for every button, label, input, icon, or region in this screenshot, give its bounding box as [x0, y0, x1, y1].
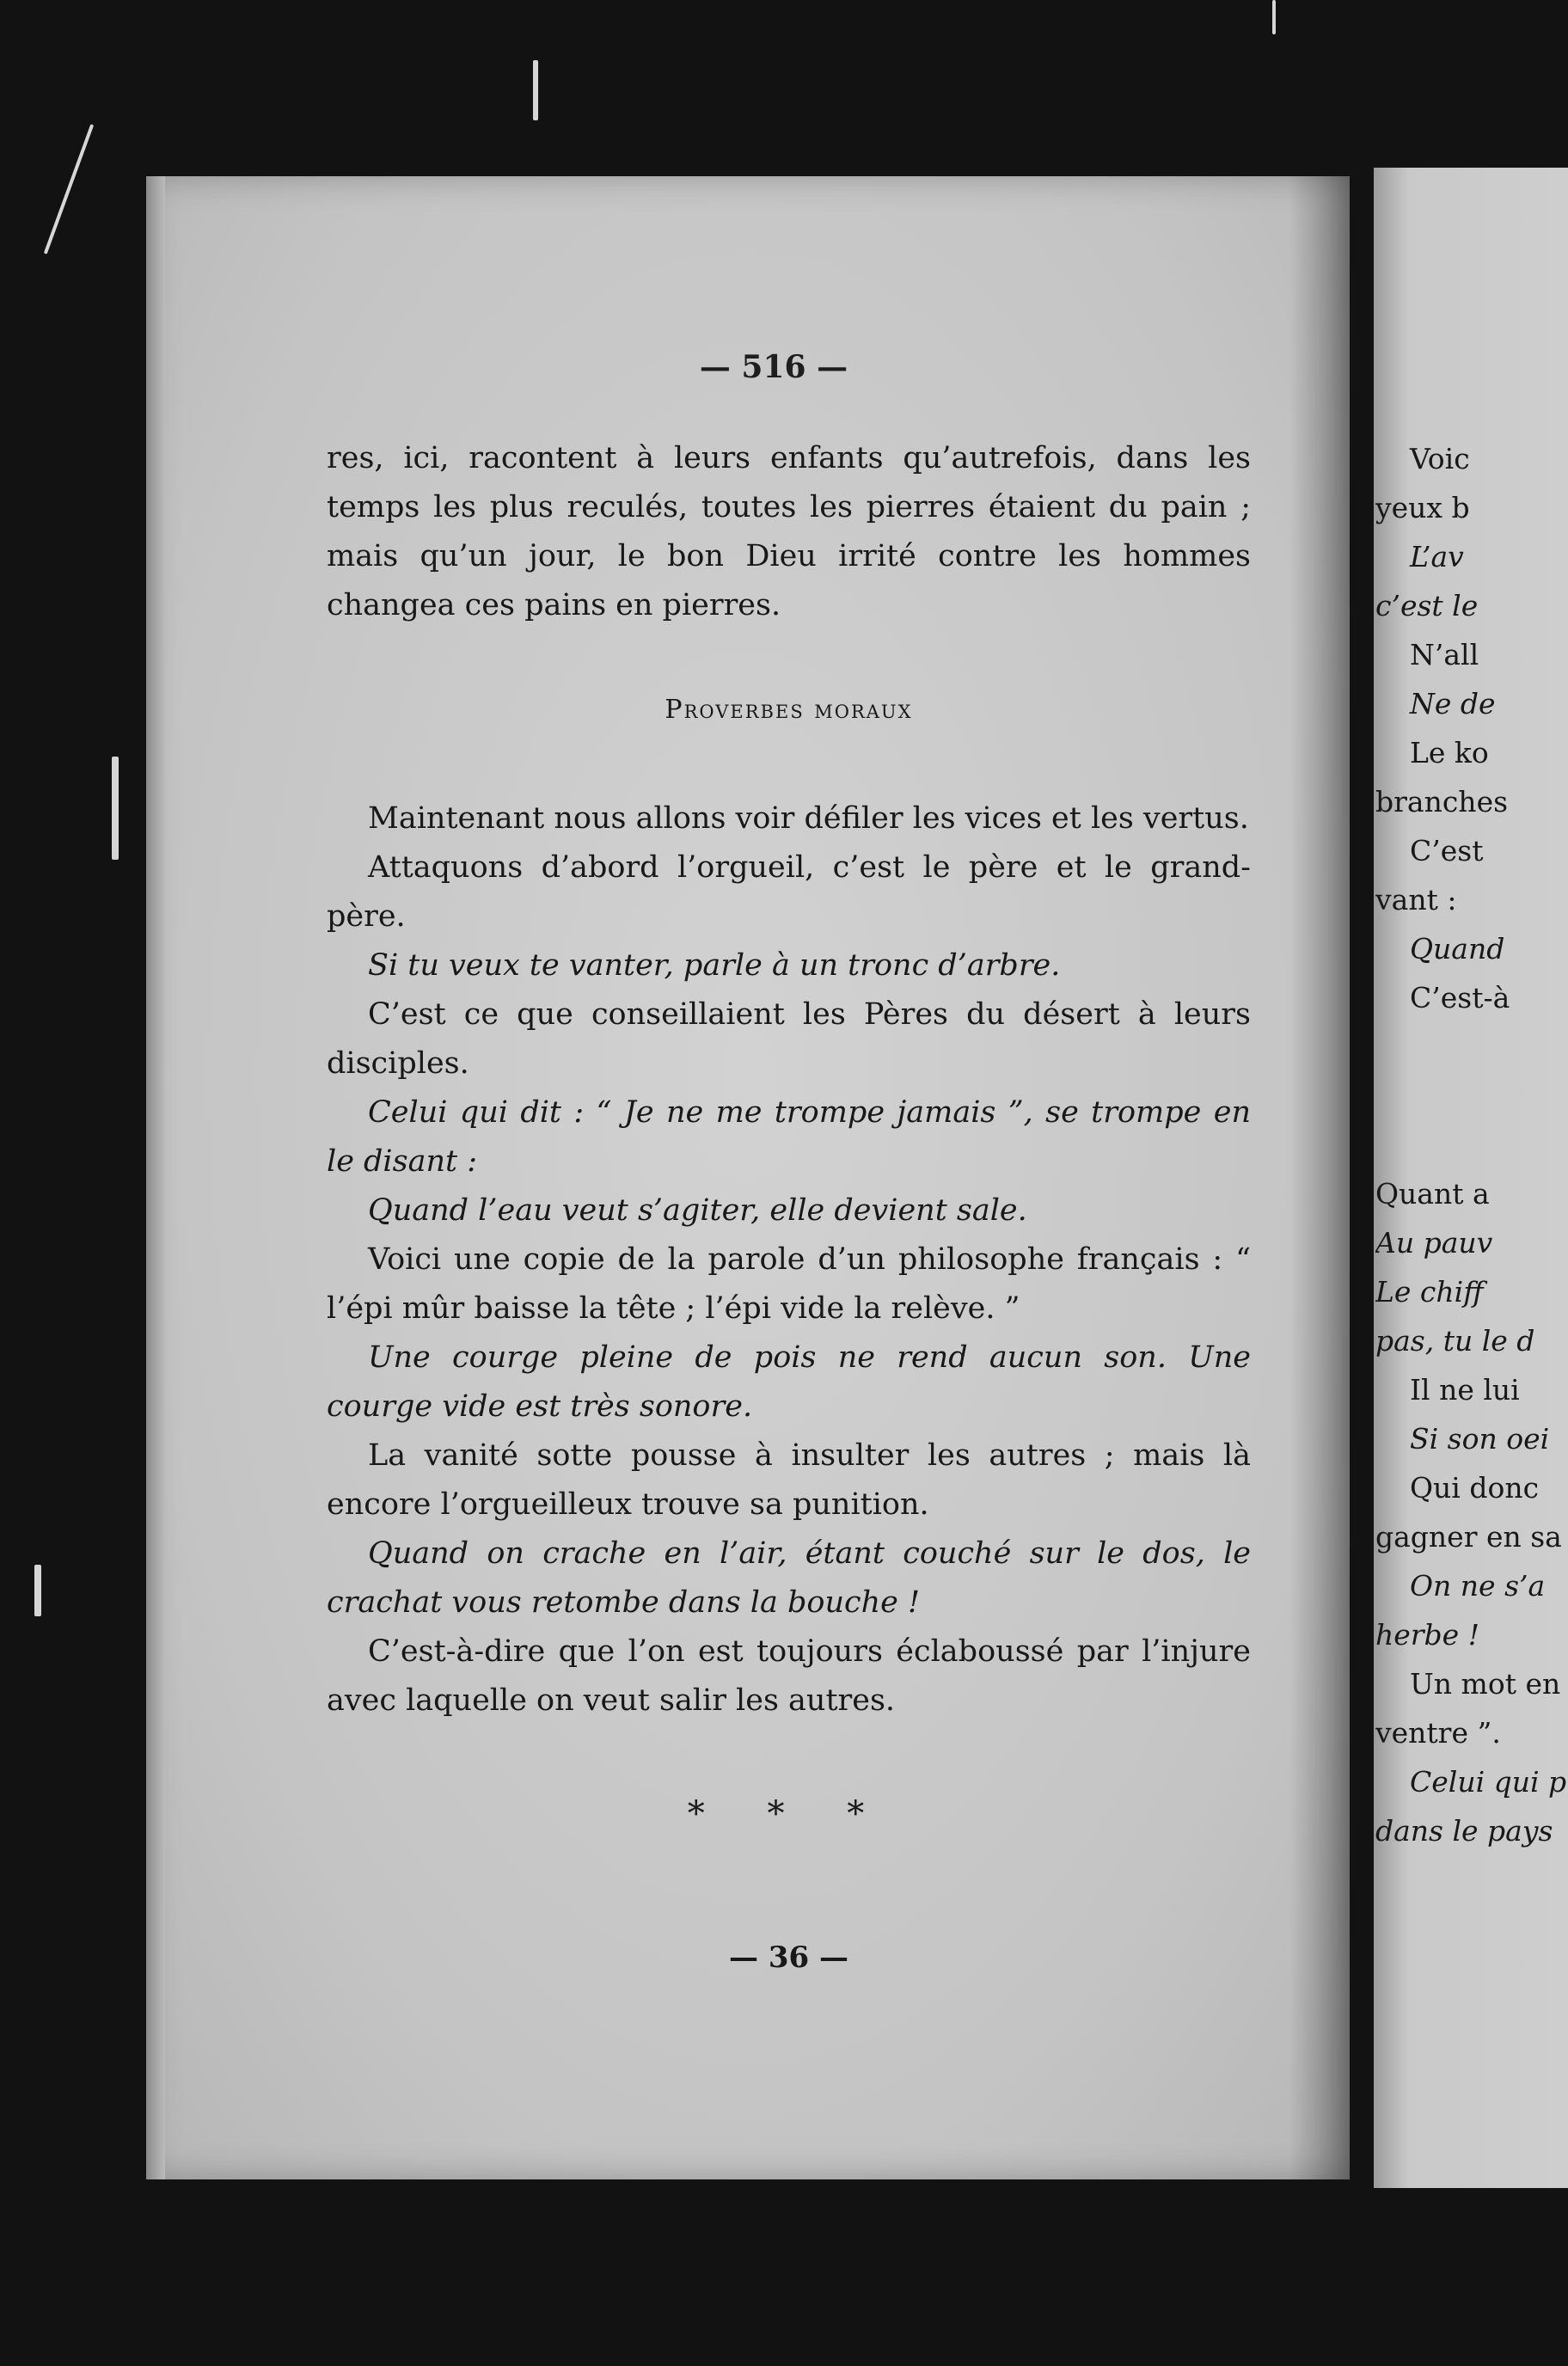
right-page-line: Ne de	[1410, 687, 1496, 720]
right-page-line: gagner en sa	[1375, 1520, 1562, 1554]
right-page-line: vant :	[1375, 883, 1457, 916]
film-scratch	[1272, 0, 1276, 34]
right-page-line: Il ne lui	[1410, 1373, 1520, 1407]
film-scratch	[34, 1565, 41, 1616]
right-page-line: branches	[1375, 785, 1509, 818]
paragraph-continued: res, ici, racontent à leurs enfants qu’autrefois, dans les temps les plus reculés, toutes les pierres étaient du pain ; mais qu’un jour, le bon Dieu irrité contre les hommes changea ces pains en pierres.	[327, 441, 1251, 622]
right-page-text-fragments	[1375, 434, 1568, 1855]
right-page-line: C’est	[1410, 834, 1484, 867]
paragraph: Attaquons d’abord l’orgueil, c’est le père et le grand-père.	[327, 850, 1251, 934]
right-page-line: pas, tu le d	[1375, 1324, 1535, 1358]
right-page-line: Le ko	[1410, 736, 1489, 769]
right-page-line: Au pauv	[1375, 1226, 1493, 1260]
right-page-line	[1375, 1120, 1568, 1169]
right-page-line: C’est-à	[1410, 981, 1510, 1014]
page-edge	[146, 176, 165, 2179]
page-number-footer: — 36 —	[729, 1940, 848, 1975]
proverb: Si tu veux te vanter, parle à un tronc d’arbre.	[368, 948, 1061, 983]
right-page-line: L’av	[1410, 540, 1464, 573]
right-page-line: ventre ”.	[1375, 1716, 1501, 1750]
right-page-line: dans le pays	[1375, 1814, 1553, 1848]
paragraph-list	[327, 794, 1251, 1725]
film-scratch	[533, 60, 538, 120]
gutter-shadow	[1289, 176, 1350, 2179]
right-page-line: Voic	[1410, 442, 1470, 475]
film-scratch	[112, 757, 119, 860]
paragraph: Voici une copie de la parole d’un philosophe français : “ l’épi mûr baisse la tête ; l’épi vide la relève. ”	[327, 1242, 1251, 1326]
right-page-line: Quant a	[1375, 1177, 1490, 1211]
page-number-header: — 516 —	[699, 349, 848, 385]
right-page-line: Celui qui p	[1410, 1765, 1567, 1799]
proverb: Celui qui dit : “ Je ne me trompe jamais ”, se trompe en le disant :	[327, 1095, 1251, 1179]
right-page-line: Le chiff	[1375, 1275, 1484, 1309]
right-page-line: Quand	[1410, 932, 1505, 965]
left-page-text	[327, 434, 1251, 1983]
section-separator: * * *	[687, 1794, 891, 1834]
right-page-line: c’est le	[1375, 589, 1479, 622]
right-page-line: N’all	[1410, 638, 1479, 671]
proverb: Quand l’eau veut s’agiter, elle devient sale.	[368, 1193, 1027, 1228]
paragraph: C’est-à-dire que l’on est toujours éclaboussé par l’injure avec laquelle on veut salir les autres.	[327, 1634, 1251, 1718]
film-scratch	[44, 124, 94, 254]
right-page-line: Qui donc	[1410, 1471, 1540, 1505]
right-page-line	[1375, 1071, 1568, 1120]
right-page-line: Un mot en	[1410, 1667, 1561, 1701]
proverb: Quand on crache en l’air, étant couché sur le dos, le crachat vous retombe dans la bouche !	[327, 1536, 1251, 1620]
section-title: Proverbes moraux	[665, 695, 913, 725]
paragraph: Maintenant nous allons voir défiler les vices et les vertus.	[368, 801, 1249, 836]
right-page-line: yeux b	[1375, 491, 1470, 524]
right-page-line: herbe !	[1375, 1618, 1479, 1652]
paragraph: C’est ce que conseillaient les Pères du désert à leurs disciples.	[327, 997, 1251, 1081]
right-page-line: On ne s’a	[1410, 1569, 1546, 1603]
right-page-line	[1375, 1022, 1568, 1071]
paragraph: La vanité sotte pousse à insulter les autres ; mais là encore l’orgueilleux trouve sa punition.	[327, 1438, 1251, 1522]
right-page-line: Si son oei	[1410, 1422, 1550, 1456]
proverb: Une courge pleine de pois ne rend aucun son. Une courge vide est très sonore.	[327, 1340, 1251, 1424]
